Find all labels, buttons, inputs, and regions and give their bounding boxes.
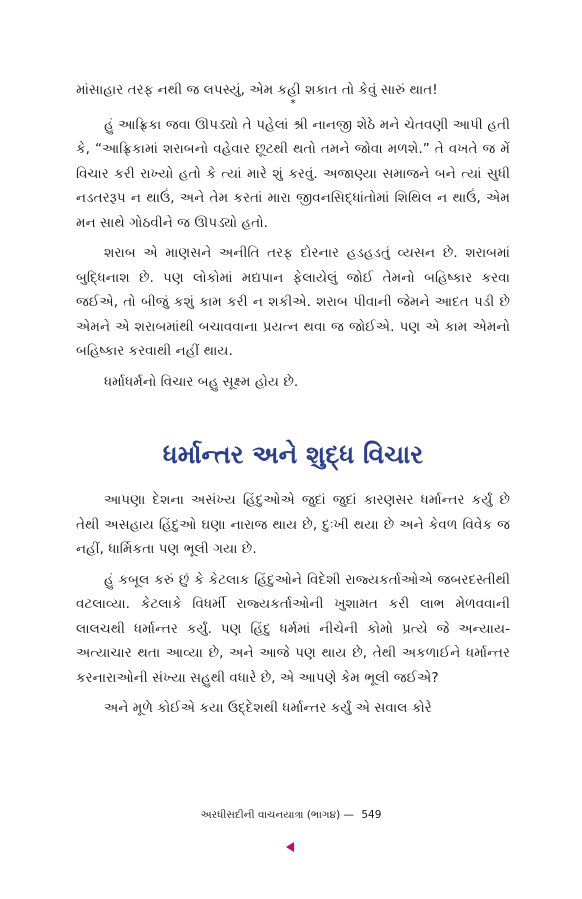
paragraph: હું કબૂલ કરું છું કે કેટલાક હિંદુઓને વિદેશી રાજ્યકર્તાઓએ જબરદસ્તીથી વટલાવ્યા. કેટલાકે વિધર્મી રાજ્યકર્તાઓની ખુશામત કરી લાભ મેળવવાની લાલચથી ધર્માન્તર કર્યું. પણ હિંદુ ધર્મમાં નીચેની કોમો પ્રત્યે જે અન્યાય-અત્યાચાર થતા આવ્યા છે, અને આજે પણ થાય છે, તેથી અકળાઈને ધર્માન્તર કરનારાઓની સંખ્યા સહુથી વધારે છે, એ આપણે કેમ ભૂલી જઈએ?	[76, 571, 510, 686]
carryover-line: માંસાહાર તરફ નથી જ લપસ્યું, એમ કહી શકાત તો કેવું સારું થાત!	[76, 82, 438, 98]
page-footer	[0, 808, 582, 822]
page-content	[76, 78, 510, 727]
paragraph: શરાબ એ માણસને અનીતિ તરફ દોરનાર હડહડતું વ્યસન છે. શરાબમાં બુદ્ધિનાશ છે. પણ લોકોમાં મદ્યપાન ફેલાયેલું જોઈ તેમનો બહિષ્કાર કરવા જઈએ, તો બીજું કશું કામ કરી ન શકીએ. શરાબ પીવાની જેમને આદત પડી છે એમને એ શરાબમાંથી બચાવવાના પ્રયત્ન થવા જ જોઈએ. પણ એ કામ એમનો બહિષ્કાર કરવાથી નહીં થાય.	[76, 245, 510, 359]
section-separator: *	[290, 96, 296, 110]
paragraph: આપણા દેશના અસંખ્ય હિંદુઓએ જુદાં જુદાં કારણસર ધર્માન્તર કર્યું છે તેથી અસહાય હિંદુઓ ઘણા નારાજ થાય છે, દુઃખી થયા છે અને કેવળ વિવેક જ નહીં, ધાર્મિકતા પણ ભૂલી ગયા છે.	[76, 492, 510, 557]
paragraph: હું આફ્રિકા જવા ઊપડ્યો તે પહેલાં શ્રી નાનજી શેઠે મને ચેતવણી આપી હતી કે, “આફ્રિકામાં શરાબનો વહેવાર છૂટથી થતો તમને જોવા મળશે.” તે વખતે જ મેં વિચાર કરી રાખ્યો હતો કે ત્યાં મારે શું કરવું. અજાણ્યા સમાજને બને ત્યાં સુધી નડતરરૂપ ન થાઉં, અને તેમ કરતાં મારા જીવનસિદ્ધાંતોમાં શિથિલ ન થાઉં, એમ મન સાથે ગોઠવીને જ ઊપડ્યો હતો.	[76, 116, 510, 231]
footer-book-title: અરધીસદીની વાચનયાત્રા (ભાગ૪) —	[200, 809, 354, 821]
prev-page-arrow-icon[interactable]	[286, 842, 294, 852]
paragraph: અને મૂળે કોઈએ કયા ઉદ્દેશથી ધર્માન્તર કર્યું એ સવાલ કોરે	[104, 700, 432, 716]
paragraph: ધર્માધર્મનો વિચાર બહુ સૂક્ષ્મ હોય છે.	[104, 373, 299, 390]
section-heading: ધર્માન્તર અને શુદ્ધ વિચાર	[162, 440, 424, 469]
page-number: 549	[361, 809, 382, 821]
